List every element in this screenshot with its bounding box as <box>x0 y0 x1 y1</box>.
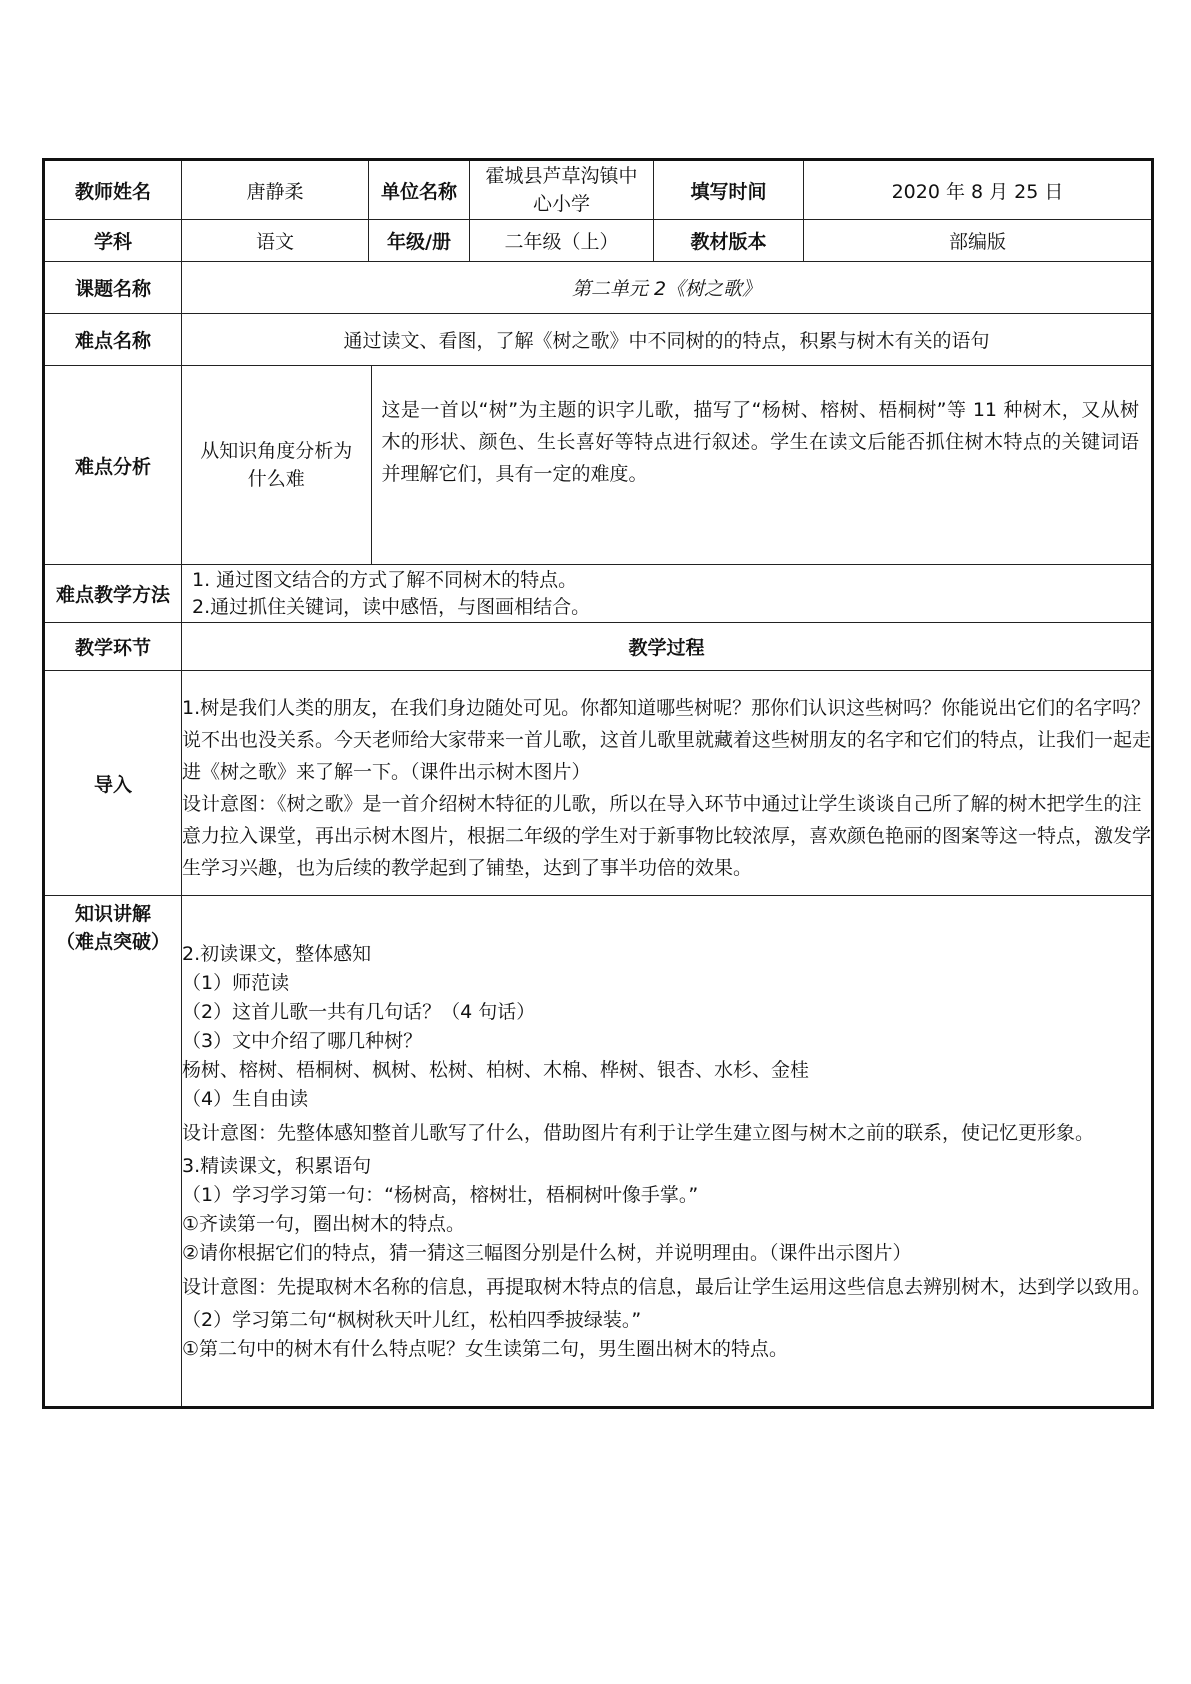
knowledge-line-2: （1）师范读 <box>182 972 290 994</box>
knowledge-line-1: 2.初读课文，整体感知 <box>182 943 372 965</box>
knowledge-design-1: 设计意图：先整体感知整首儿歌写了什么，借助图片有利于让学生建立图与树木之前的联系，使记忆更形象。 <box>182 1122 1095 1144</box>
grade-label: 年级/册 <box>369 220 470 262</box>
analysis-text: 这是一首以“树”为主题的识字儿歌，描写了“杨树、榕树、梧桐树”等 11 种树木，又从树木的形状、颜色、生长喜好等特点进行叙述。学生在读文后能否抓住树木特点的关键词语并理解它们，具有一定的难度。 <box>381 399 1139 485</box>
knowledge-line-5: 杨树、榕树、梧桐树、枫树、松树、柏树、木棉、桦树、银杏、水杉、金桂 <box>182 1059 810 1081</box>
knowledge-row <box>44 896 1153 1408</box>
knowledge-label <box>44 896 182 1408</box>
difficulty-name-label: 难点名称 <box>44 314 182 366</box>
knowledge-line-9: ①齐读第一句，圈出树木的特点。 <box>182 1213 466 1235</box>
unit-value-line1: 霍城县芦草沟镇中 <box>485 165 638 187</box>
intro-text-2: 设计意图：《树之歌》是一首介绍树木特征的儿歌，所以在导入环节中通过让学生谈谈自己所了解的树木把学生的注意力拉入课堂，再出示树木图片，根据二年级的学生对于新事物比较浓厚，喜欢颜色艳丽的图案等这一特点，激发学生学习兴趣，也为后续的教学起到了铺垫，达到了事半功倍的效果。 <box>182 793 1152 879</box>
intro-text-1: 1.树是我们人类的朋友，在我们身边随处可见。你都知道哪些树呢？那你们认识这些树吗？你能说出它们的名字吗？说不出也没关系。今天老师给大家带来一首儿歌，这首儿歌里就藏着这些树朋友的名字和它们的特点，让我们一起走进《树之歌》来了解一下。（课件出示树木图片） <box>182 697 1152 783</box>
edition-value: 部编版 <box>804 220 1153 262</box>
lesson-plan-table <box>42 158 1154 1409</box>
knowledge-cell <box>182 896 1153 1408</box>
header-row-2 <box>44 220 1153 262</box>
date-value: 2020 年 8 月 25 日 <box>804 160 1153 220</box>
knowledge-line-7: 3.精读课文，积累语句 <box>182 1155 372 1177</box>
knowledge-label-line1: 知识讲解 <box>74 903 151 925</box>
subject-value: 语文 <box>182 220 369 262</box>
teacher-value: 唐静柔 <box>182 160 369 220</box>
date-label: 填写时间 <box>654 160 804 220</box>
unit-value <box>470 160 654 220</box>
unit-value-line2: 心小学 <box>532 193 590 215</box>
knowledge-label-line2: （难点突破） <box>55 931 170 953</box>
knowledge-line-10: ②请你根据它们的特点，猜一猜这三幅图分别是什么树，并说明理由。（课件出示图片） <box>182 1242 912 1264</box>
knowledge-line-8: （1）学习学习第一句：“杨树高，榕树壮，梧桐树叶像手掌。” <box>182 1184 699 1206</box>
difficulty-analysis-row <box>44 366 1153 565</box>
teaching-method-label: 难点教学方法 <box>44 565 182 623</box>
intro-cell <box>182 671 1153 896</box>
teaching-method-cell <box>182 565 1153 623</box>
teaching-method-line-2: 2.通过抓住关键词，读中感悟，与图画相结合。 <box>192 595 591 618</box>
knowledge-line-4: （3）文中介绍了哪几种树？ <box>182 1030 423 1052</box>
intro-row <box>44 671 1153 896</box>
teaching-method-row <box>44 565 1153 623</box>
process-header-row <box>44 623 1153 671</box>
difficulty-analysis-inner <box>182 366 1151 564</box>
topic-value: 第二单元 2《树之歌》 <box>182 262 1153 314</box>
subject-label: 学科 <box>44 220 182 262</box>
analysis-angle-line1: 从知识角度分析为 <box>200 440 353 462</box>
grade-value: 二年级（上） <box>470 220 654 262</box>
knowledge-line-11: （2）学习第二句“枫树秋天叶儿红，松柏四季披绿装。” <box>182 1309 642 1331</box>
teacher-label: 教师姓名 <box>44 160 182 220</box>
process-title: 教学过程 <box>182 623 1153 671</box>
unit-label: 单位名称 <box>369 160 470 220</box>
knowledge-design-2: 设计意图：先提取树木名称的信息，再提取树木特点的信息，最后让学生运用这些信息去辨别树木，达到学以致用。 <box>182 1276 1152 1298</box>
knowledge-line-12: ①第二句中的树木有什么特点呢？女生读第二句，男生圈出树木的特点。 <box>182 1338 789 1360</box>
analysis-angle-line2: 什么难 <box>247 468 305 490</box>
edition-label: 教材版本 <box>654 220 804 262</box>
topic-row <box>44 262 1153 314</box>
difficulty-analysis-cell <box>182 366 1153 565</box>
header-row-1 <box>44 160 1153 220</box>
intro-label: 导入 <box>44 671 182 896</box>
difficulty-name-value: 通过读文、看图，了解《树之歌》中不同树的的特点，积累与树木有关的语句 <box>182 314 1153 366</box>
process-stage-label: 教学环节 <box>44 623 182 671</box>
difficulty-name-row <box>44 314 1153 366</box>
teaching-method-line-1: 1. 通过图文结合的方式了解不同树木的特点。 <box>192 568 578 591</box>
knowledge-line-3: （2）这首儿歌一共有几句话？（4 句话） <box>182 1001 536 1023</box>
topic-label: 课题名称 <box>44 262 182 314</box>
difficulty-analysis-label: 难点分析 <box>44 366 182 565</box>
analysis-angle <box>182 366 371 564</box>
knowledge-line-6: （4）生自由读 <box>182 1088 309 1110</box>
